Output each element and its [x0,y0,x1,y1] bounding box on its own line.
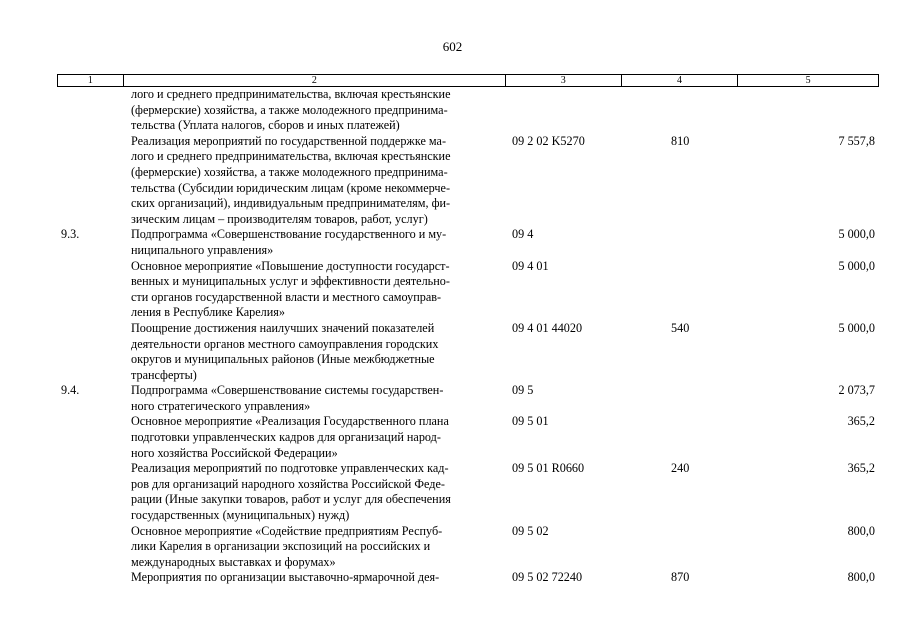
row-description [123,259,506,321]
budget-table [57,74,879,586]
row-budget-code: 09 5 [512,383,534,398]
row-expense-type [622,259,739,321]
row-description [123,87,506,134]
row-number [57,87,123,134]
description-line: Подпрограмма «Совершенствование системы государствен- [131,383,444,398]
description-line: международных выставках и форумах» [131,554,336,569]
row-number [57,414,123,461]
row-number [57,461,123,523]
row-number [57,321,123,383]
row-amount: 5 000,0 [838,258,875,273]
row-budget-code: 09 2 02 K5270 [512,133,585,148]
row-description [123,524,506,571]
row-description [123,461,506,523]
row-expense-type [622,87,739,134]
row-description [123,383,506,414]
row-budget-code: 09 5 01 R0660 [512,461,585,476]
description-line: государственных (муниципальных) нужд) [131,508,350,523]
description-line: (фермерские) хозяйства, а также молодежного предпринима- [131,164,448,179]
description-line: трансферты) [131,367,197,382]
row-amount [739,87,879,134]
row-expense-type: 810 [671,133,690,148]
row-budget-code: 09 4 01 44020 [512,320,583,335]
row-budget-code: 09 5 02 [512,523,549,538]
description-line: тельства (Субсидии юридическим лицам (кроме некоммерче- [131,180,451,195]
row-amount: 365,2 [847,461,875,476]
description-line: Реализация мероприятий по государственной поддержке ма- [131,133,447,148]
description-line: ров для организаций народного хозяйства Российской Феде- [131,476,445,491]
table-row [57,259,879,321]
row-expense-type: 870 [671,570,690,585]
row-budget-code: 09 4 01 [512,258,549,273]
table-body [57,87,879,586]
column-number-header-row [57,74,879,87]
column-header-3: 3 [506,75,622,86]
row-description [123,134,506,228]
description-line: лого и среднего предпринимательства, включая крестьянские [131,87,451,101]
table-row [57,134,879,228]
page-number: 602 [442,39,463,54]
row-budget-code: 09 5 01 [512,414,549,429]
row-amount: 5 000,0 [838,320,875,335]
description-line: округов и муниципальных районов (Иные межбюджетные [131,352,435,367]
column-header-5: 5 [805,75,811,86]
table-row [57,570,879,586]
row-amount: 365,2 [847,414,875,429]
row-amount: 2 073,7 [838,383,875,398]
row-amount: 800,0 [847,523,875,538]
row-budget-code: 09 5 02 72240 [512,570,583,585]
description-line: лого и среднего предпринимательства, включая крестьянские [131,149,451,164]
description-line: Реализация мероприятий по подготовке управленческих кад- [131,461,449,476]
description-line: Подпрограмма «Совершенствование государственного и му- [131,227,447,242]
table-row [57,383,879,414]
row-description [123,321,506,383]
column-header-2: 2 [124,75,506,86]
column-header-1: 1 [58,75,124,86]
description-line: подготовки управленческих кадров для организаций народ- [131,430,441,445]
row-expense-type: 240 [671,461,690,476]
description-line: Основное мероприятие «Содействие предприятиям Респуб- [131,523,443,538]
table-row [57,227,879,258]
description-line: венных и муниципальных услуг и эффективности деятельно- [131,274,450,289]
row-budget-code: 09 4 [512,227,534,242]
table-row [57,524,879,571]
description-line: Мероприятия по организации выставочно-ярмарочной дея- [131,570,440,585]
row-expense-type [622,227,739,258]
row-amount: 5 000,0 [838,227,875,242]
row-budget-code [506,87,622,134]
table-row [57,321,879,383]
description-line: ного стратегического управления» [131,398,311,413]
description-line: Поощрение достижения наилучших значений показателей [131,320,435,335]
description-line: Основное мероприятие «Реализация Государственного плана [131,414,449,429]
description-line: тельства (Уплата налогов, сборов и иных платежей) [131,118,400,133]
description-line: (фермерские) хозяйства, а также молодежного предпринима- [131,102,448,117]
description-line: рации (Иные закупки товаров, работ и услуг для обеспечения [131,492,451,507]
description-line: зическим лицам – производителям товаров, работ, услуг) [131,211,428,226]
row-description [123,227,506,258]
description-line: деятельности органов местного самоуправления городских [131,336,439,351]
row-expense-type [622,524,739,571]
row-expense-type: 540 [671,320,690,335]
column-header-4: 4 [622,75,739,86]
row-description [123,414,506,461]
table-row [57,461,879,523]
row-number: 9.4. [61,383,80,398]
row-expense-type [622,414,739,461]
description-line: ления в Республике Карелия» [131,305,285,320]
row-number [57,259,123,321]
description-line: Основное мероприятие «Повышение доступности государст- [131,258,450,273]
row-expense-type [622,383,739,414]
row-amount: 800,0 [847,570,875,585]
row-number [57,134,123,228]
row-description [123,570,506,586]
table-row [57,414,879,461]
table-row [57,87,879,134]
description-line: ниципального управления» [131,242,274,257]
description-line: ских организаций), индивидуальным предпринимателям, фи- [131,196,451,211]
description-line: ного хозяйства Российской Федерации» [131,445,338,460]
row-number [57,524,123,571]
row-number: 9.3. [61,227,80,242]
description-line: сти органов государственной власти и местного самоуправ- [131,289,442,304]
row-number [57,570,123,586]
row-amount: 7 557,8 [838,133,875,148]
description-line: лики Карелия в организации экспозиций на российских и [131,539,431,554]
